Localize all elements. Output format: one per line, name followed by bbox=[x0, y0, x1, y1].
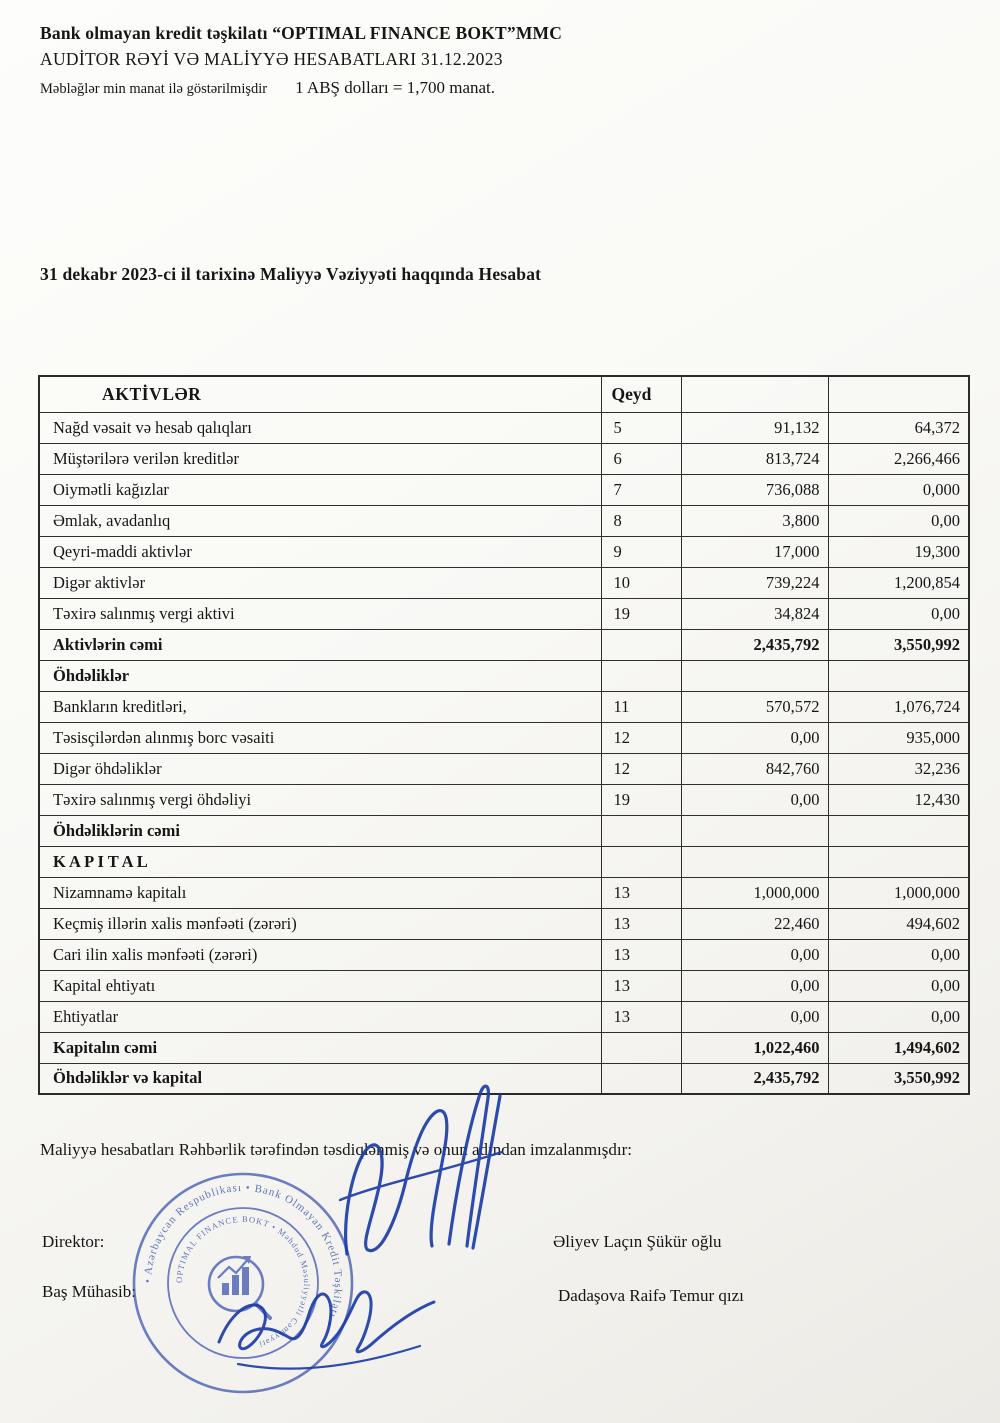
cell-label: Müştərilərə verilən kreditlər bbox=[39, 443, 601, 474]
cell-v1: 17,000 bbox=[681, 536, 828, 567]
stamp-chart-emblem-icon bbox=[209, 1256, 270, 1318]
table-row bbox=[39, 629, 969, 660]
cell-qeyd: 8 bbox=[601, 505, 681, 536]
director-signature bbox=[340, 1086, 502, 1254]
cell-v1 bbox=[681, 660, 828, 691]
cell-label: Təsisçilərdən alınmış borc vəsaiti bbox=[39, 722, 601, 753]
cell-v1: 739,224 bbox=[681, 567, 828, 598]
cell-qeyd: 13 bbox=[601, 908, 681, 939]
table-row bbox=[39, 970, 969, 1001]
cell-qeyd bbox=[601, 1063, 681, 1094]
cell-label: Təxirə salınmış vergi öhdəliyi bbox=[39, 784, 601, 815]
cell-v1: 1,022,460 bbox=[681, 1032, 828, 1063]
cell-qeyd: 11 bbox=[601, 691, 681, 722]
cell-v1 bbox=[681, 846, 828, 877]
cell-label: Digər aktivlər bbox=[39, 567, 601, 598]
table-row bbox=[39, 1063, 969, 1094]
chief-accountant-name: Dadaşova Raifə Temur qızı bbox=[558, 1286, 744, 1305]
units-note: Məbləğlər min manat ilə göstərilmişdir bbox=[40, 80, 268, 97]
cell-v1: 0,00 bbox=[681, 970, 828, 1001]
table-row bbox=[39, 598, 969, 629]
cell-v1: 2,435,792 bbox=[681, 629, 828, 660]
director-name: Əliyev Laçın Şükür oğlu bbox=[553, 1232, 722, 1251]
cell-v2 bbox=[828, 660, 969, 691]
cell-qeyd: 10 bbox=[601, 567, 681, 598]
cell-v2: 1,000,000 bbox=[828, 877, 969, 908]
table-row bbox=[39, 1032, 969, 1063]
cell-v2: 0,00 bbox=[828, 1001, 969, 1032]
cell-label: Nizamnamə kapitalı bbox=[39, 877, 601, 908]
cell-v2 bbox=[828, 815, 969, 846]
cell-v1: 3,800 bbox=[681, 505, 828, 536]
cell-qeyd: 13 bbox=[601, 939, 681, 970]
cell-v2: 32,236 bbox=[828, 753, 969, 784]
cell-label: Aktivlərin cəmi bbox=[39, 629, 601, 660]
report-title-line: AUDİTOR RƏYİ VƏ MALİYYƏ HESABATLARI 31.12.2023 bbox=[40, 49, 503, 70]
cell-v1: 0,00 bbox=[681, 784, 828, 815]
director-label: Direktor: bbox=[42, 1232, 105, 1251]
cell-qeyd: 13 bbox=[601, 877, 681, 908]
cell-v1: 0,00 bbox=[681, 1001, 828, 1032]
balance-sheet-table bbox=[38, 375, 970, 1095]
cell-v1: 0,00 bbox=[681, 722, 828, 753]
cell-qeyd: 7 bbox=[601, 474, 681, 505]
stamp-inner-text: OPTIMAL FINANCE BOKT • Məhdud Məsuliyyətli Cəmiyyəti bbox=[173, 1213, 313, 1350]
cell-v2 bbox=[828, 846, 969, 877]
cell-qeyd: 12 bbox=[601, 722, 681, 753]
table-row bbox=[39, 908, 969, 939]
table-row bbox=[39, 815, 969, 846]
cell-label: Keçmiş illərin xalis mənfəəti (zərəri) bbox=[39, 908, 601, 939]
table-row bbox=[39, 877, 969, 908]
table-row bbox=[39, 412, 969, 443]
company-name-line: Bank olmayan kredit təşkilatı “OPTIMAL FINANCE BOKT”MMC bbox=[40, 23, 563, 43]
table-row bbox=[39, 939, 969, 970]
cell-label: Ehtiyatlar bbox=[39, 1001, 601, 1032]
cell-label: Bankların kreditləri, bbox=[39, 691, 601, 722]
table-row bbox=[39, 846, 969, 877]
statement-title: 31 dekabr 2023-ci il tarixinə Maliyyə Vəziyyəti haqqında Hesabat bbox=[40, 264, 542, 284]
cell-v1: 0,00 bbox=[681, 939, 828, 970]
cell-v1: 91,132 bbox=[681, 412, 828, 443]
cell-v2: 0,00 bbox=[828, 505, 969, 536]
cell-label: Təxirə salınmış vergi aktivi bbox=[39, 598, 601, 629]
cell-label: Əmlak, avadanlıq bbox=[39, 505, 601, 536]
exchange-rate-note: 1 ABŞ dolları = 1,700 manat. bbox=[295, 77, 496, 97]
cell-v1: 34,824 bbox=[681, 598, 828, 629]
cell-v2: 2,266,466 bbox=[828, 443, 969, 474]
cell-v2: 1,200,854 bbox=[828, 567, 969, 598]
cell-v2: 3,550,992 bbox=[828, 1063, 969, 1094]
cell-qeyd: 13 bbox=[601, 1001, 681, 1032]
cell-label: Öhdəliklər bbox=[39, 660, 601, 691]
cell-label: Digər öhdəliklər bbox=[39, 753, 601, 784]
cell-qeyd: 12 bbox=[601, 753, 681, 784]
cell-qeyd bbox=[601, 629, 681, 660]
cell-label: Oiymətli kağızlar bbox=[39, 474, 601, 505]
cell-v2: 0,00 bbox=[828, 598, 969, 629]
cell-qeyd: 6 bbox=[601, 443, 681, 474]
cell-v2: 19,300 bbox=[828, 536, 969, 567]
column-header-current-year bbox=[681, 376, 828, 412]
cell-qeyd: 9 bbox=[601, 536, 681, 567]
cell-qeyd bbox=[601, 846, 681, 877]
table-row bbox=[39, 660, 969, 691]
cell-label: Qeyri-maddi aktivlər bbox=[39, 536, 601, 567]
table-row bbox=[39, 784, 969, 815]
units-line bbox=[40, 75, 562, 101]
table-row bbox=[39, 536, 969, 567]
table-row bbox=[39, 691, 969, 722]
cell-label: Öhdəliklər və kapital bbox=[39, 1063, 601, 1094]
cell-v2: 1,076,724 bbox=[828, 691, 969, 722]
cell-v1: 22,460 bbox=[681, 908, 828, 939]
table-row bbox=[39, 474, 969, 505]
table-row bbox=[39, 505, 969, 536]
cell-qeyd bbox=[601, 815, 681, 846]
document-header bbox=[40, 20, 562, 100]
table-row bbox=[39, 722, 969, 753]
cell-qeyd: 5 bbox=[601, 412, 681, 443]
table-row bbox=[39, 753, 969, 784]
cell-v1: 842,760 bbox=[681, 753, 828, 784]
cell-v1: 736,088 bbox=[681, 474, 828, 505]
confirmation-statement: Maliyyə hesabatları Rəhbərlik tərəfindən təsdiqlənmiş və onun adından imzalanmışdır: bbox=[40, 1140, 632, 1159]
balance-table-body bbox=[39, 412, 969, 1094]
cell-v2: 494,602 bbox=[828, 908, 969, 939]
table-row bbox=[39, 443, 969, 474]
cell-v2: 935,000 bbox=[828, 722, 969, 753]
cell-v2: 3,550,992 bbox=[828, 629, 969, 660]
company-stamp bbox=[126, 1166, 360, 1400]
cell-v1: 570,572 bbox=[681, 691, 828, 722]
cell-label: Kapital ehtiyatı bbox=[39, 970, 601, 1001]
cell-label: Öhdəliklərin cəmi bbox=[39, 815, 601, 846]
cell-v2: 0,000 bbox=[828, 474, 969, 505]
cell-label: K A P I T A L bbox=[39, 846, 601, 877]
cell-qeyd: 19 bbox=[601, 598, 681, 629]
cell-v2: 64,372 bbox=[828, 412, 969, 443]
cell-label: Cari ilin xalis mənfəəti (zərəri) bbox=[39, 939, 601, 970]
cell-qeyd bbox=[601, 660, 681, 691]
cell-v2: 12,430 bbox=[828, 784, 969, 815]
stamp-outer-text: • Azərbaycan Respublikası • Bank Olmayan Kredit Təşkilatı • bbox=[141, 1181, 345, 1329]
cell-qeyd bbox=[601, 1032, 681, 1063]
cell-v1 bbox=[681, 815, 828, 846]
cell-v1: 2,435,792 bbox=[681, 1063, 828, 1094]
table-header-row bbox=[39, 376, 969, 412]
chief-accountant-label: Baş Mühasib: bbox=[42, 1282, 136, 1301]
table-row bbox=[39, 1001, 969, 1032]
cell-qeyd: 19 bbox=[601, 784, 681, 815]
column-header-assets: AKTİVLƏR bbox=[39, 376, 601, 412]
cell-label: Nağd vəsait və hesab qalıqları bbox=[39, 412, 601, 443]
cell-v1: 813,724 bbox=[681, 443, 828, 474]
column-header-note: Qeyd bbox=[601, 376, 681, 412]
cell-v2: 1,494,602 bbox=[828, 1032, 969, 1063]
cell-label: Kapitalın cəmi bbox=[39, 1032, 601, 1063]
cell-qeyd: 13 bbox=[601, 970, 681, 1001]
cell-v1: 1,000,000 bbox=[681, 877, 828, 908]
column-header-prior-year bbox=[828, 376, 969, 412]
cell-v2: 0,00 bbox=[828, 939, 969, 970]
cell-v2: 0,00 bbox=[828, 970, 969, 1001]
table-row bbox=[39, 567, 969, 598]
